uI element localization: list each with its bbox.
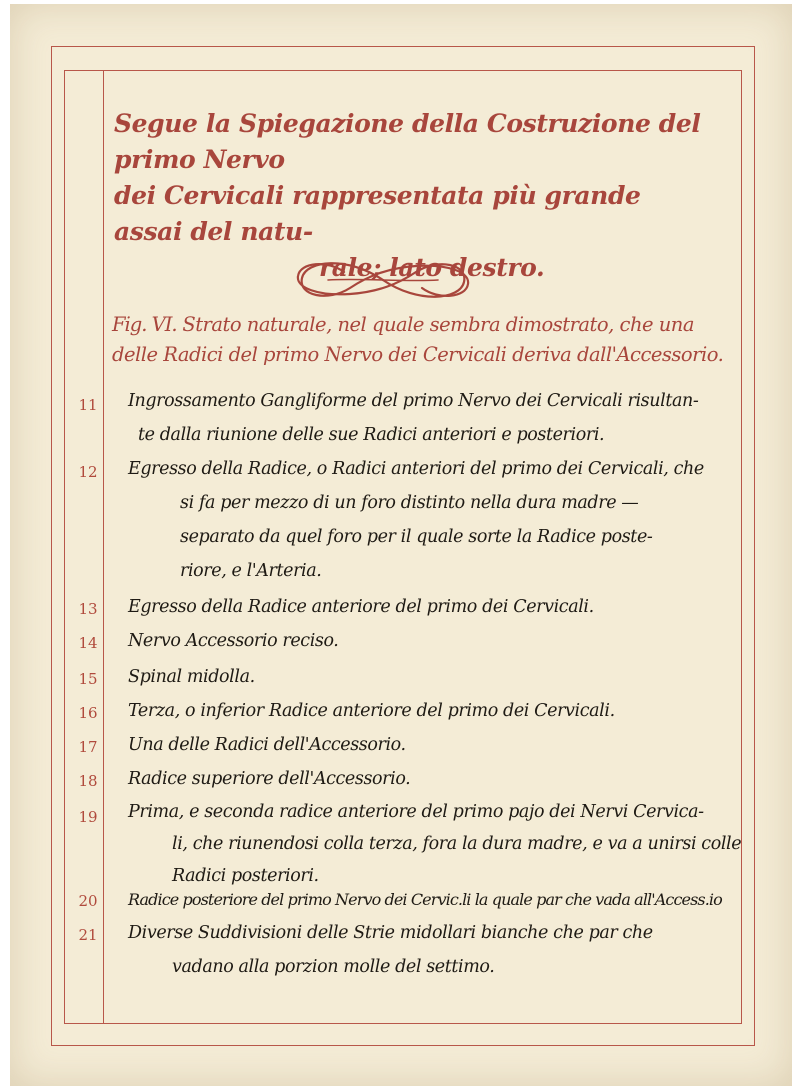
entry-number: 18 [78,772,98,790]
entry-text [128,762,738,796]
entry-number: 17 [78,738,98,756]
entry-text [128,590,738,624]
entry-text [128,452,738,588]
entry-text [128,728,738,762]
entry-number: 12 [78,463,98,481]
entry-line: Una delle Radici dell'Accessorio. [128,735,406,755]
entry-number: 20 [78,892,98,910]
figure-label: Fig. VI. [112,313,177,336]
entry-line: te dalla riunione delle sue Radici anteriori e posteriori. [138,425,605,445]
entry-line: Diverse Suddivisioni delle Strie midollari bianche che par che [128,923,653,943]
entry-line: Egresso della Radice anteriore del primo dei Cervicali. [128,597,594,617]
entry-number: 19 [78,808,98,826]
entry-line: Ingrossamento Gangliforme del primo Nervo dei Cervicali risultan- [128,391,699,411]
entry-number: 13 [78,600,98,618]
entry-text [128,384,738,452]
entry-line: Nervo Accessorio reciso. [128,631,339,651]
entry-line: Radici posteriori. [172,866,319,886]
title-line-3: rale; lato destro. [319,253,545,282]
entry-text [128,796,742,892]
entry-line: Radice superiore dell'Accessorio. [128,769,411,789]
title-line-2: dei Cervicali rappresentata più grande assai del natu- [114,181,641,246]
entry-line: li, che riunendosi colla terza, fora la dura madre, e va a unirsi colle [172,834,742,854]
entry-number: 21 [78,926,98,944]
entry-text [128,660,738,694]
entry-line: separato da quel foro per il quale sorte la Radice poste- [180,527,653,547]
entry-line: Spinal midolla. [128,667,255,687]
figure-line-1: Strato naturale, nel quale sembra dimostrato, che una [182,313,694,336]
entry-text [128,916,738,984]
title-line-1: Segue la Spiegazione della Costruzione del primo Nervo [114,109,701,174]
entry-text [128,694,738,728]
entry-number: 16 [78,704,98,722]
entry-line: riore, e l'Arteria. [180,561,322,581]
entry-line: vadano alla porzion molle del settimo. [172,957,495,977]
entry-line: Prima, e seconda radice anteriore del primo pajo dei Nervi Cervica- [128,802,704,822]
entry-number: 11 [78,396,98,414]
entry-line: Egresso della Radice, o Radici anteriori del primo dei Cervicali, che [128,459,704,479]
entry-line: si fa per mezzo di un foro distinto nella dura madre — [180,493,639,513]
entry-text [128,624,738,658]
entry-line: Terza, o inferior Radice anteriore del primo dei Cervicali. [128,701,615,721]
entry-text [128,884,738,916]
entry-number: 15 [78,670,98,688]
figure-line-2: delle Radici del primo Nervo dei Cervicali deriva dall'Accessorio. [112,343,724,366]
entry-line: Radice posteriore del primo Nervo dei Cervic.li la quale par che vada all'Access.io [128,890,722,909]
entry-number: 14 [78,634,98,652]
